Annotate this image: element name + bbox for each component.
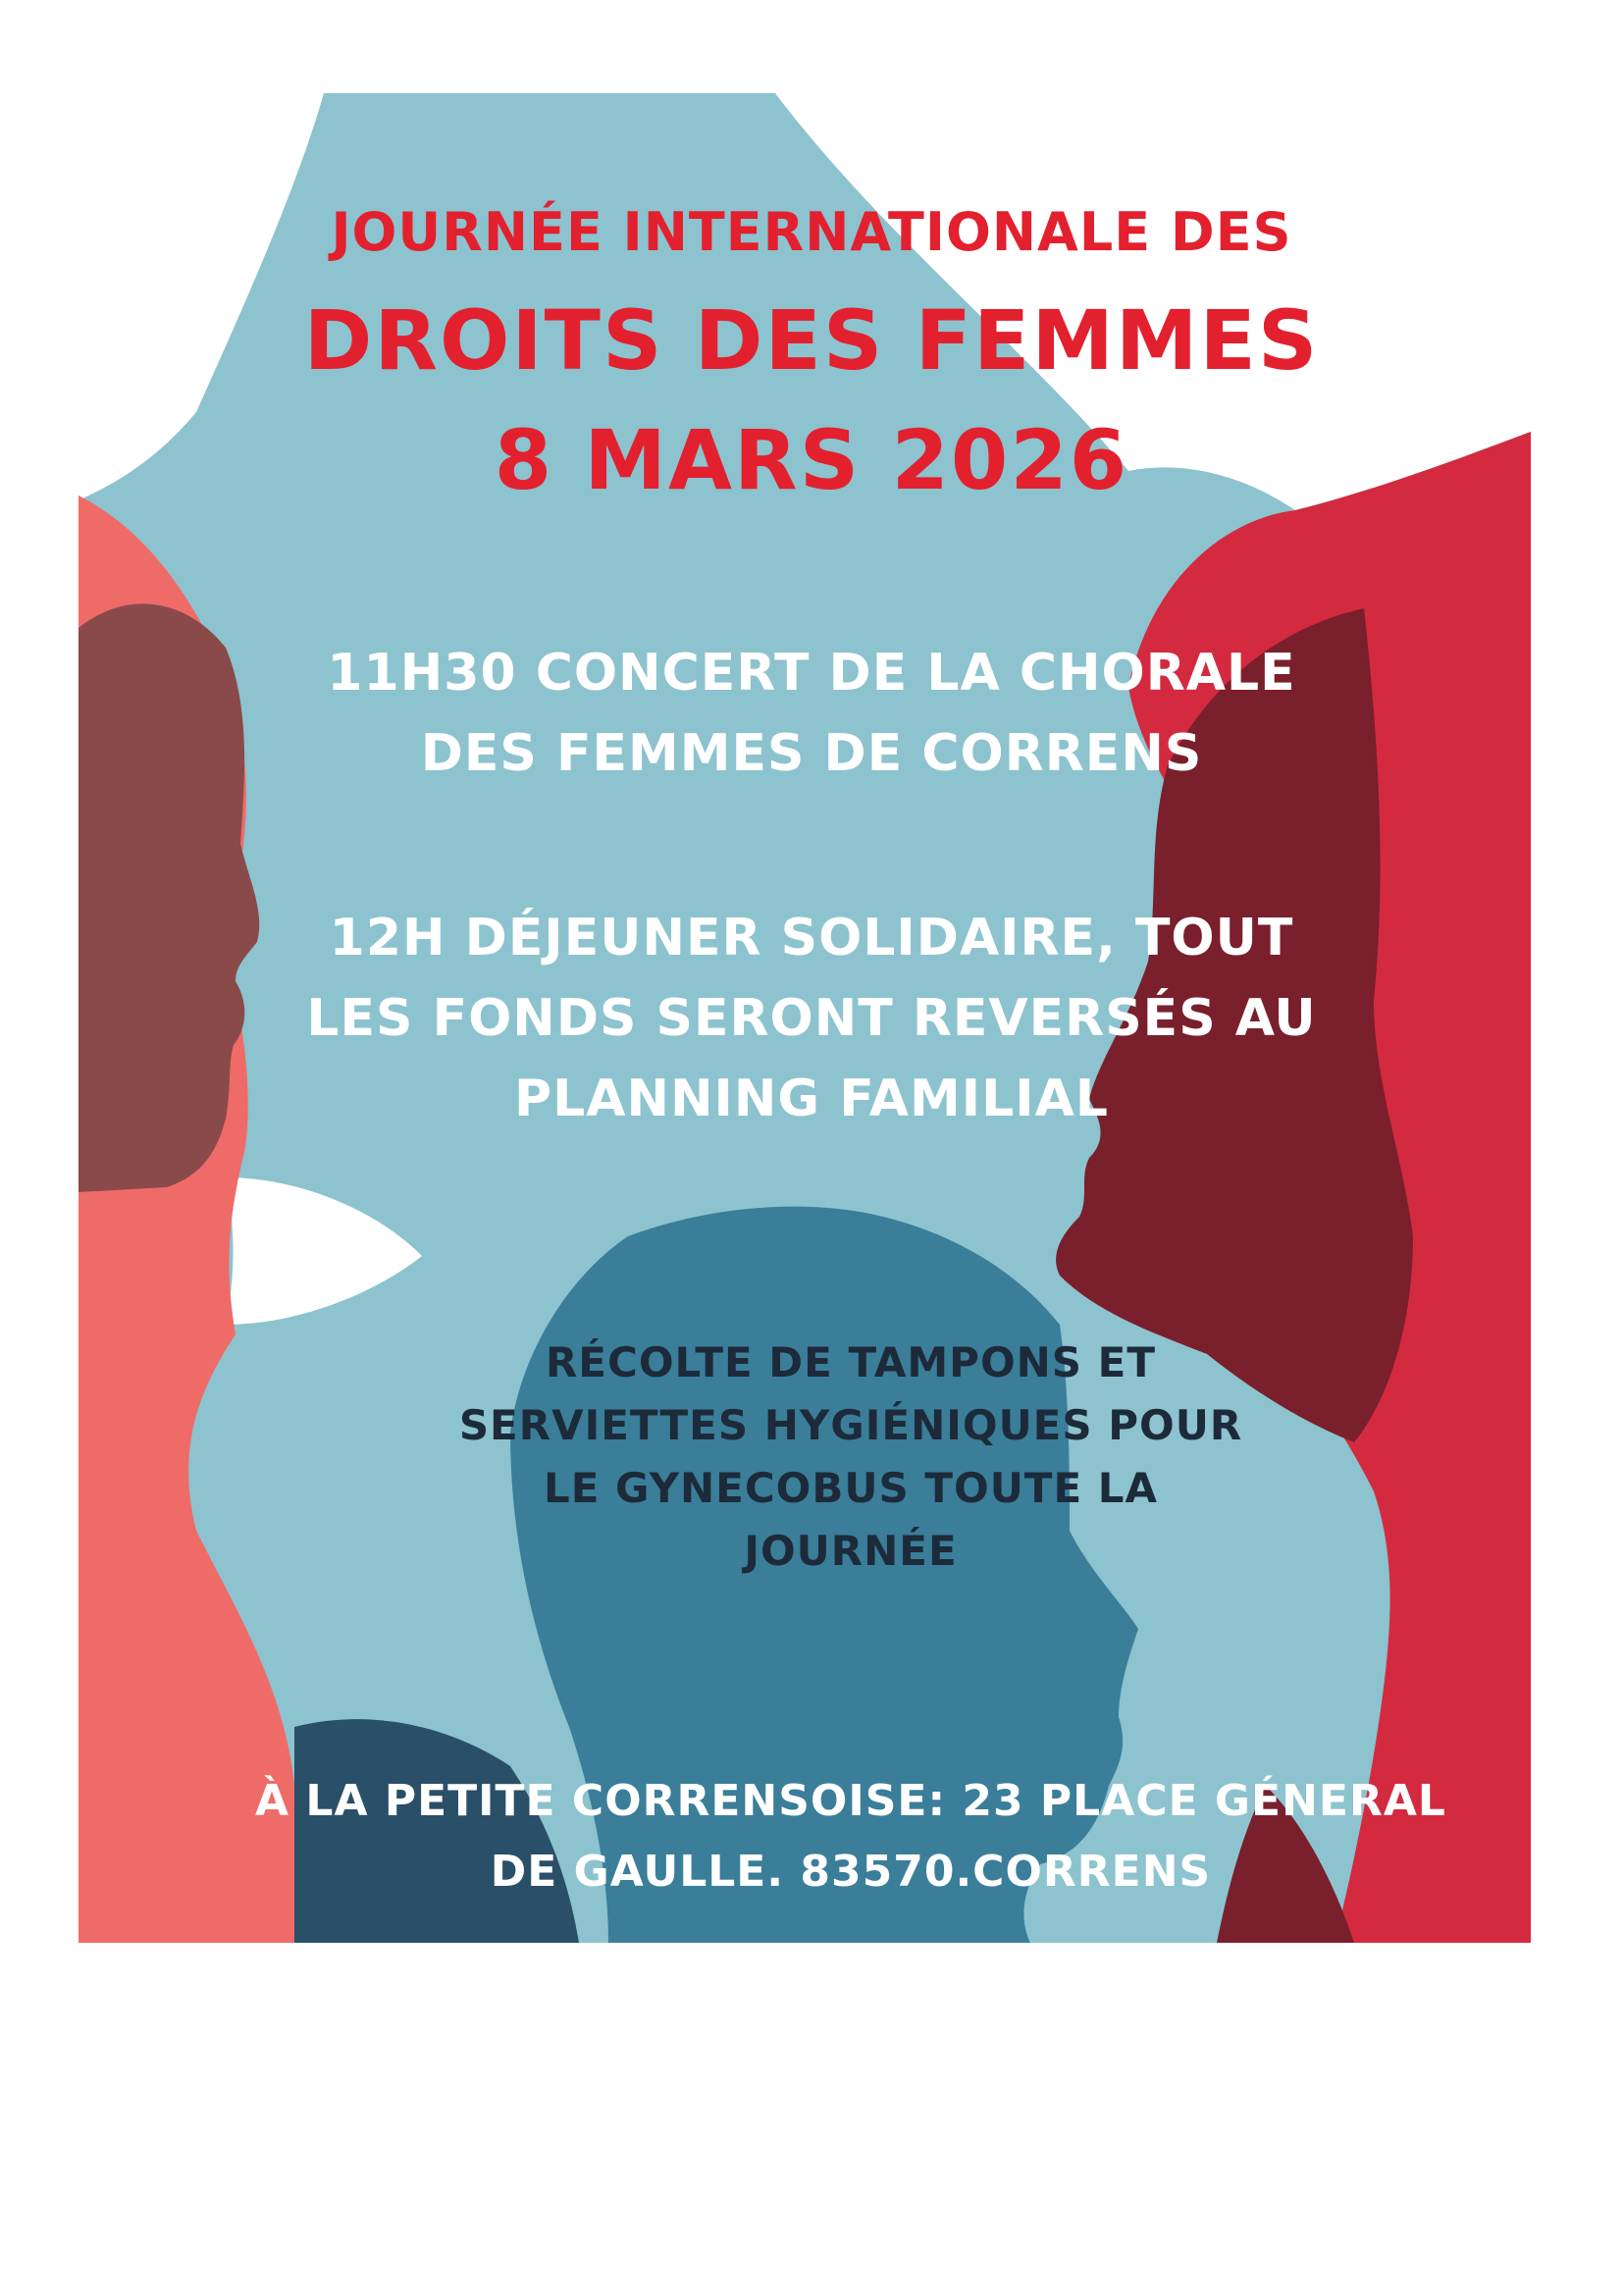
collection-line-3: LE GYNECOBUS TOUTE LA (543, 1464, 1159, 1512)
lunch-line-1: 12H DÉJEUNER SOLIDAIRE, TOUT (329, 909, 1294, 967)
lunch-line-3: PLANNING FAMILIAL (514, 1070, 1109, 1128)
location-line-1: À LA PETITE CORRENSOISE: 23 PLACE GÉNERAL (255, 1776, 1446, 1826)
poster-title-line-1: JOURNÉE INTERNATIONALE DES (331, 201, 1292, 263)
collection-line-2: SERVIETTES HYGIÉNIQUES POUR (458, 1401, 1243, 1449)
lunch-line-2: LES FONDS SERONT REVERSÉS AU (306, 989, 1317, 1048)
event-location (39, 1766, 1623, 1907)
collection-line-4: JOURNÉE (744, 1527, 958, 1575)
collection-notice (39, 1331, 1623, 1583)
concert-line-1: 11H30 CONCERT DE LA CHORALE (327, 644, 1296, 703)
poster-date: 8 MARS 2026 (494, 412, 1129, 508)
location-line-2: DE GAULLE. 83570.CORRENS (490, 1847, 1212, 1897)
poster-title-line-2: DROITS DES FEMMES (303, 292, 1320, 389)
collection-line-1: RÉCOLTE DE TAMPONS ET (545, 1338, 1157, 1386)
concert-line-2: DES FEMMES DE CORRENS (420, 724, 1203, 783)
lunch-event (0, 898, 1623, 1139)
concert-event (0, 633, 1623, 794)
